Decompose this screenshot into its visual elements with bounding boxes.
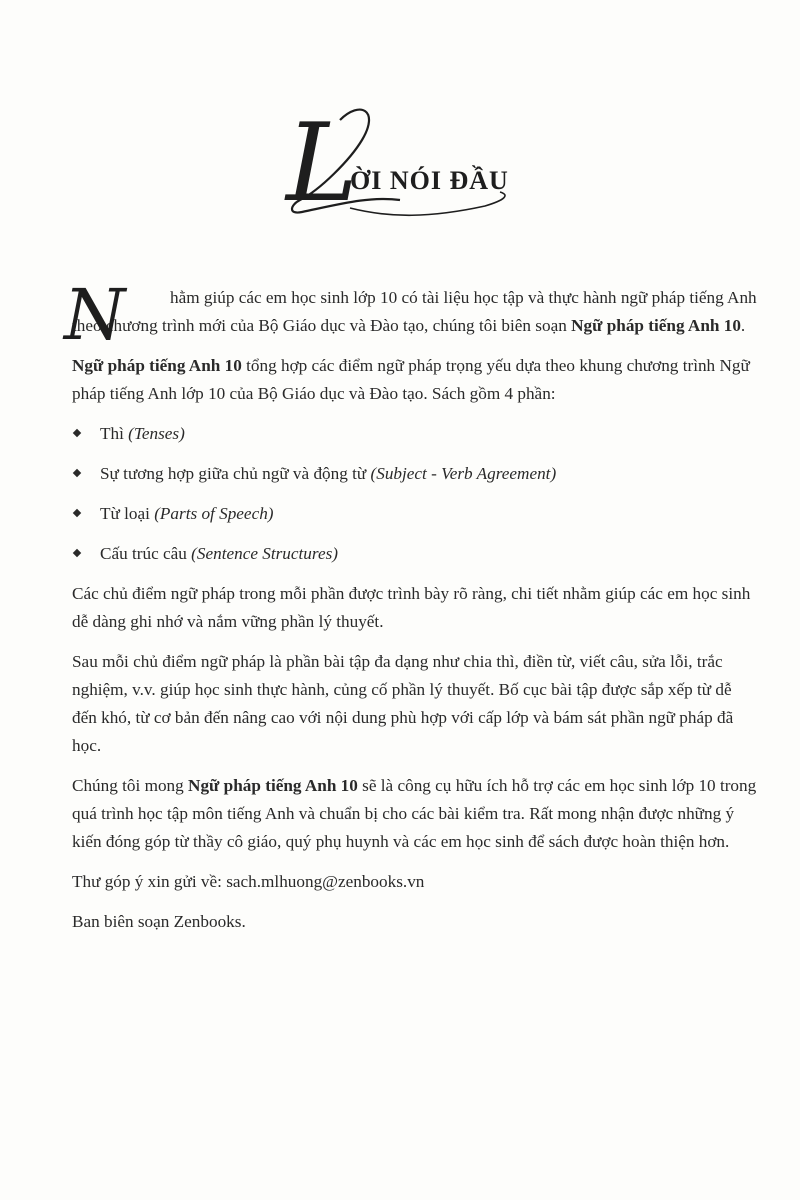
bullet-icon bbox=[73, 509, 81, 517]
preface-body bbox=[64, 274, 758, 948]
summary-text: tổng hợp các điểm ngữ pháp trọng yếu dựa theo khung chương trình Ngữ pháp tiếng Anh lớp 10 của Bộ Giáo dục và Đào tạo. Sách gồm 4 phần: bbox=[72, 356, 750, 403]
list-item: Từ loại (Parts of Speech) bbox=[72, 500, 758, 528]
page-title bbox=[280, 100, 580, 240]
title-drop-letter: L bbox=[286, 101, 358, 226]
bullet-icon bbox=[73, 469, 81, 477]
closing-book-name: Ngữ pháp tiếng Anh 10 bbox=[188, 776, 358, 795]
signature: Ban biên soạn Zenbooks. bbox=[72, 912, 246, 931]
intro-book-name: Ngữ pháp tiếng Anh 10 bbox=[571, 316, 741, 335]
exercises-paragraph: Sau mỗi chủ điểm ngữ pháp là phần bài tập đa dạng như chia thì, điền từ, viết câu, sửa lỗi, trắc nghiệm, v.v. giúp học sinh thực hành, củng cố phần lý thuyết. Bố cục bài tập được sắp xếp từ dễ đến khó, từ cơ bản đến nâng cao với nội dung phù hợp với cấp lớp và bám sát phần ngữ pháp đã học. bbox=[72, 652, 734, 755]
intro-text: hằm giúp các em học sinh lớp 10 có tài liệu học tập và thực hành ngữ pháp tiếng Anh theo chương trình mới của Bộ Giáo dục và Đào tạo, chúng tôi biên soạn bbox=[72, 288, 757, 335]
list-item: Sự tương hợp giữa chủ ngữ và động từ (Subject - Verb Agreement) bbox=[72, 460, 758, 488]
parts-list bbox=[72, 420, 758, 568]
bullet-icon bbox=[73, 549, 81, 557]
list-item: Cấu trúc câu (Sentence Structures) bbox=[72, 540, 758, 568]
intro-end: . bbox=[740, 316, 746, 335]
structure-paragraph: Các chủ điểm ngữ pháp trong mỗi phần được trình bày rõ ràng, chi tiết nhằm giúp các em học sinh dễ dàng ghi nhớ và nắm vững phần lý thuyết. bbox=[72, 584, 751, 631]
feedback-line: Thư góp ý xin gửi về: sach.mlhuong@zenbooks.vn bbox=[72, 872, 425, 891]
summary-book-name: Ngữ pháp tiếng Anh 10 bbox=[72, 356, 242, 375]
summary-paragraph bbox=[72, 352, 758, 408]
intro-drop-letter: N bbox=[64, 274, 126, 356]
title-text: ỜI NÓI ĐẦU bbox=[350, 166, 509, 195]
intro-paragraph bbox=[64, 274, 758, 356]
bullet-icon bbox=[73, 429, 81, 437]
closing-paragraph: Chúng tôi mong Ngữ pháp tiếng Anh 10 sẽ là công cụ hữu ích hỗ trợ các em học sinh lớp 10 trong quá trình học tập môn tiếng Anh và chuẩn bị cho các bài kiểm tra. Rất mong nhận được những ý kiến đóng góp từ thầy cô giáo, quý phụ huynh và các em học sinh để sách được hoàn thiện hơn. bbox=[72, 776, 757, 851]
list-item: Thì (Tenses) bbox=[72, 420, 758, 448]
